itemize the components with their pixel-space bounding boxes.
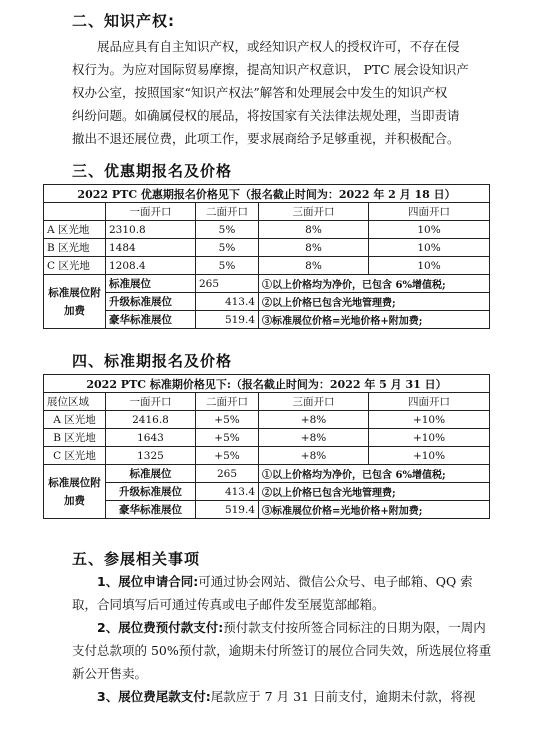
section-heading-early-price: 三、优惠期报名及价格 — [72, 162, 233, 180]
table-row — [44, 239, 490, 257]
item-body: 可通过协会网站、微信公众号、电子邮箱、QQ 索取，合同填写后可通过传真或电子邮件发至展览部邮箱。 — [72, 574, 473, 612]
table-cell: +5% — [196, 411, 259, 429]
header-cell: 一面开口 — [106, 203, 196, 221]
table-cell: C 区光地 — [44, 257, 106, 275]
list-item — [72, 570, 492, 616]
extra-price: 265 — [196, 275, 259, 293]
header-cell: 二面开口 — [196, 203, 259, 221]
header-cell: 三面开口 — [259, 393, 369, 411]
table-row — [44, 293, 490, 311]
item-body: 预付款支付按所签合同标注的日期为限，一周内支付总款项的 50%预付款，逾期未付所签订的展位合同失效，所选展位将重新公开售卖。 — [72, 620, 492, 681]
extra-note: ③标准展位价格=光地价格+附加费; — [259, 311, 490, 329]
item-title: 1、展位申请合同: — [97, 574, 199, 589]
ip-line: 权办公室，按照国家“知识产权法”解答和处理展会中发生的知识产权 — [72, 85, 448, 100]
table-cell: +10% — [369, 447, 490, 465]
list-item — [72, 616, 492, 685]
extra-price: 413.4 — [196, 483, 259, 501]
extra-name: 标准展位 — [106, 465, 196, 483]
table-row — [44, 483, 490, 501]
table-cell: A 区光地 — [44, 221, 106, 239]
extra-name: 升级标准展位 — [106, 483, 196, 501]
table-cell: 5% — [196, 239, 259, 257]
table-cell: 1643 — [106, 429, 196, 447]
item-body: 尾款应于 7 月 31 日前支付，逾期未付款，将视 — [210, 689, 476, 704]
extra-fee-label: 标准展位附加费 — [44, 275, 106, 329]
header-cell: 二面开口 — [196, 393, 259, 411]
item-title: 2、展位费预付款支付: — [97, 620, 224, 635]
header-cell — [44, 203, 106, 221]
extra-name: 升级标准展位 — [106, 293, 196, 311]
table-cell: B 区光地 — [44, 429, 106, 447]
table-cell: 2416.8 — [106, 411, 196, 429]
table-cell: B 区光地 — [44, 239, 106, 257]
extra-note: ②以上价格已包含光地管理费; — [259, 293, 490, 311]
table-cell: 8% — [259, 239, 369, 257]
table-row — [44, 411, 490, 429]
table-cell: 10% — [369, 221, 490, 239]
table-caption: 2022 PTC 优惠期报名价格见下（报名截止时间为：2022 年 2 月 18 日） — [44, 185, 490, 203]
extra-price: 519.4 — [196, 311, 259, 329]
header-cell: 三面开口 — [259, 203, 369, 221]
extra-name: 豪华标准展位 — [106, 311, 196, 329]
table-row — [44, 311, 490, 329]
extra-note: ①以上价格均为净价，已包含 6%增值税; — [259, 275, 490, 293]
extra-note: ②以上价格已包含光地管理费; — [259, 483, 490, 501]
table-cell: 2310.8 — [106, 221, 196, 239]
header-cell: 一面开口 — [106, 393, 196, 411]
table-row — [44, 257, 490, 275]
section-heading-standard-price: 四、标准期报名及价格 — [72, 352, 233, 370]
table-cell: C 区光地 — [44, 447, 106, 465]
ip-paragraph — [72, 35, 492, 150]
table-row — [44, 501, 490, 519]
table-cell: +8% — [259, 447, 369, 465]
extra-name: 标准展位 — [106, 275, 196, 293]
header-cell: 四面开口 — [369, 393, 490, 411]
extra-fee-label: 标准展位附加费 — [44, 465, 106, 519]
table-cell: A 区光地 — [44, 411, 106, 429]
table-row — [44, 275, 490, 293]
table-cell: +10% — [369, 429, 490, 447]
table-row — [44, 221, 490, 239]
table-cell: 8% — [259, 257, 369, 275]
extra-name: 豪华标准展位 — [106, 501, 196, 519]
table-cell: 8% — [259, 221, 369, 239]
table-caption: 2022 PTC 标准期价格见下:（报名截止时间为：2022 年 5 月 31 日） — [44, 375, 490, 393]
exhibit-matters — [72, 570, 492, 708]
ip-line: 权行为。为应对国际贸易摩擦，提高知识产权意识， PTC 展会设知识产 — [72, 62, 469, 77]
table-cell: 5% — [196, 221, 259, 239]
header-cell: 四面开口 — [369, 203, 490, 221]
table-cell: +5% — [196, 447, 259, 465]
ip-line: 展品应具有自主知识产权，或经知识产权人的授权许可，不存在侵 — [97, 39, 460, 54]
table-cell: +10% — [369, 411, 490, 429]
ip-line: 撤出不退还展位费，此项工作，要求展商给予足够重视，并积极配合。 — [72, 131, 460, 146]
extra-price: 413.4 — [196, 293, 259, 311]
table-cell: +5% — [196, 429, 259, 447]
table-row — [44, 429, 490, 447]
table-cell: +8% — [259, 411, 369, 429]
table-cell: 1208.4 — [106, 257, 196, 275]
extra-note: ①以上价格均为净价，已包含 6%增值税; — [259, 465, 490, 483]
extra-price: 265 — [196, 465, 259, 483]
table-row — [44, 465, 490, 483]
table-cell: 1325 — [106, 447, 196, 465]
table-row — [44, 447, 490, 465]
early-price-table — [43, 184, 490, 329]
table-cell: 5% — [196, 257, 259, 275]
table-cell: 1484 — [106, 239, 196, 257]
standard-price-table — [43, 374, 490, 519]
section-heading-ip: 二、知识产权: — [72, 12, 175, 30]
list-item — [72, 685, 492, 708]
item-title: 3、展位费尾款支付: — [97, 689, 211, 704]
section-heading-exhibit-matters: 五、参展相关事项 — [72, 550, 201, 568]
header-cell: 展位区域 — [44, 393, 106, 411]
table-cell: 10% — [369, 239, 490, 257]
extra-note: ③标准展位价格=光地价格+附加费; — [259, 501, 490, 519]
ip-line: 纠纷问题。如确属侵权的展品，将按国家有关法律法规处理，当即责请 — [72, 108, 460, 123]
extra-price: 519.4 — [196, 501, 259, 519]
table-cell: 10% — [369, 257, 490, 275]
table-cell: +8% — [259, 429, 369, 447]
